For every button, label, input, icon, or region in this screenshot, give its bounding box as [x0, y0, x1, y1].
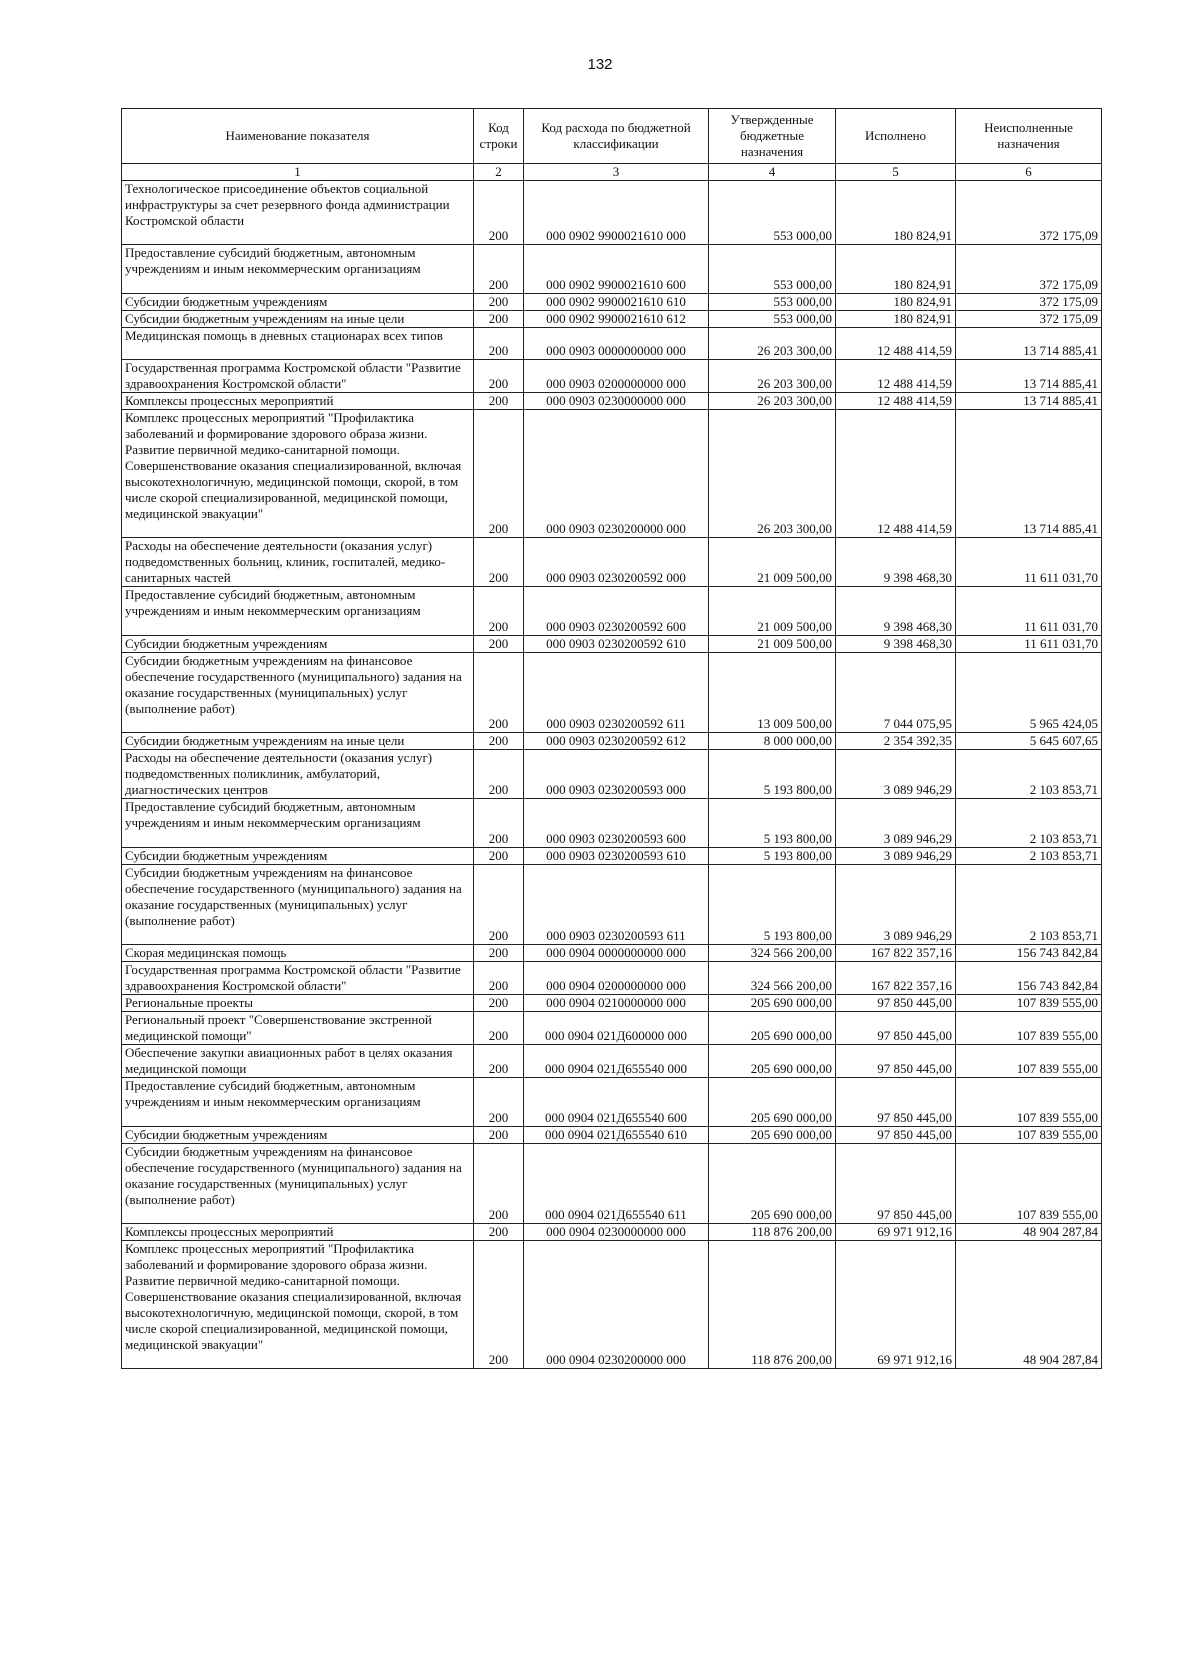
unexecuted-amount-cell: 2 103 853,71	[956, 865, 1102, 945]
table-row	[122, 1078, 1102, 1127]
table-row	[122, 636, 1102, 653]
executed-amount-cell: 3 089 946,29	[836, 750, 956, 799]
table-row	[122, 799, 1102, 848]
header-row-code: Код строки	[474, 109, 524, 164]
executed-amount-cell: 12 488 414,59	[836, 328, 956, 360]
unexecuted-amount-cell: 48 904 287,84	[956, 1224, 1102, 1241]
classification-code-cell: 000 0903 0230200593 611	[524, 865, 709, 945]
executed-amount-cell: 180 824,91	[836, 181, 956, 245]
row-code-cell: 200	[474, 181, 524, 245]
approved-amount-cell: 13 009 500,00	[709, 653, 836, 733]
table-row	[122, 733, 1102, 750]
table-row	[122, 1127, 1102, 1144]
table-row	[122, 328, 1102, 360]
header-indicator-name: Наименование показателя	[122, 109, 474, 164]
table-row	[122, 538, 1102, 587]
classification-code-cell: 000 0902 9900021610 000	[524, 181, 709, 245]
unexecuted-amount-cell: 11 611 031,70	[956, 587, 1102, 636]
classification-code-cell: 000 0904 0000000000 000	[524, 945, 709, 962]
table-row	[122, 750, 1102, 799]
classification-code-cell: 000 0903 0230200592 600	[524, 587, 709, 636]
unexecuted-amount-cell: 107 839 555,00	[956, 1127, 1102, 1144]
classification-code-cell: 000 0902 9900021610 612	[524, 311, 709, 328]
classification-code-cell: 000 0904 021Д655540 000	[524, 1045, 709, 1078]
executed-amount-cell: 12 488 414,59	[836, 393, 956, 410]
row-code-cell: 200	[474, 1078, 524, 1127]
indicator-name-cell: Государственная программа Костромской области "Развитие здравоохранения Костромской области"	[122, 360, 474, 393]
classification-code-cell: 000 0903 0230200000 000	[524, 410, 709, 538]
unexecuted-amount-cell: 13 714 885,41	[956, 410, 1102, 538]
header-row	[122, 109, 1102, 164]
indicator-name-cell: Субсидии бюджетным учреждениям на финансовое обеспечение государственного (муниципального) задания на оказание государственных (муниципальных) услуг (выполнение работ)	[122, 1144, 474, 1224]
approved-amount-cell: 26 203 300,00	[709, 328, 836, 360]
classification-code-cell: 000 0904 021Д655540 610	[524, 1127, 709, 1144]
row-code-cell: 200	[474, 865, 524, 945]
table-row	[122, 360, 1102, 393]
table-row	[122, 1012, 1102, 1045]
indicator-name-cell: Расходы на обеспечение деятельности (оказания услуг) подведомственных поликлиник, амбулаторий, диагностических центров	[122, 750, 474, 799]
approved-amount-cell: 205 690 000,00	[709, 1144, 836, 1224]
approved-amount-cell: 553 000,00	[709, 181, 836, 245]
approved-amount-cell: 205 690 000,00	[709, 1078, 836, 1127]
indicator-name-cell: Предоставление субсидий бюджетным, автономным учреждениям и иным некоммерческим организациям	[122, 799, 474, 848]
classification-code-cell: 000 0904 0230000000 000	[524, 1224, 709, 1241]
table-row	[122, 410, 1102, 538]
indicator-name-cell: Субсидии бюджетным учреждениям на иные цели	[122, 733, 474, 750]
indicator-name-cell: Предоставление субсидий бюджетным, автономным учреждениям и иным некоммерческим организациям	[122, 587, 474, 636]
table-row	[122, 962, 1102, 995]
unexecuted-amount-cell: 13 714 885,41	[956, 360, 1102, 393]
column-index: 6	[956, 164, 1102, 181]
approved-amount-cell: 26 203 300,00	[709, 360, 836, 393]
unexecuted-amount-cell: 156 743 842,84	[956, 945, 1102, 962]
column-index: 4	[709, 164, 836, 181]
unexecuted-amount-cell: 156 743 842,84	[956, 962, 1102, 995]
unexecuted-amount-cell: 372 175,09	[956, 181, 1102, 245]
classification-code-cell: 000 0904 0200000000 000	[524, 962, 709, 995]
classification-code-cell: 000 0903 0230200592 000	[524, 538, 709, 587]
column-index: 1	[122, 164, 474, 181]
unexecuted-amount-cell: 372 175,09	[956, 294, 1102, 311]
page-number: 132	[587, 56, 613, 73]
budget-execution-table	[121, 108, 1102, 1369]
row-code-cell: 200	[474, 311, 524, 328]
approved-amount-cell: 5 193 800,00	[709, 799, 836, 848]
indicator-name-cell: Комплекс процессных мероприятий "Профилактика заболеваний и формирование здорового образа жизни. Развитие первичной медико-санитарной помощи. Совершенствование оказания специализированной, включая высокотехнологичную, медицинской помощи, скорой, в том числе скорой специализированной, медицинской помощи, медицинской эвакуации"	[122, 1241, 474, 1369]
indicator-name-cell: Скорая медицинская помощь	[122, 945, 474, 962]
unexecuted-amount-cell: 107 839 555,00	[956, 1012, 1102, 1045]
approved-amount-cell: 553 000,00	[709, 294, 836, 311]
executed-amount-cell: 12 488 414,59	[836, 360, 956, 393]
indicator-name-cell: Региональные проекты	[122, 995, 474, 1012]
classification-code-cell: 000 0903 0230200593 600	[524, 799, 709, 848]
unexecuted-amount-cell: 2 103 853,71	[956, 799, 1102, 848]
executed-amount-cell: 97 850 445,00	[836, 1045, 956, 1078]
executed-amount-cell: 180 824,91	[836, 294, 956, 311]
unexecuted-amount-cell: 5 965 424,05	[956, 653, 1102, 733]
table-row	[122, 1224, 1102, 1241]
table-row	[122, 865, 1102, 945]
approved-amount-cell: 21 009 500,00	[709, 538, 836, 587]
approved-amount-cell: 118 876 200,00	[709, 1241, 836, 1369]
classification-code-cell: 000 0904 021Д655540 611	[524, 1144, 709, 1224]
executed-amount-cell: 3 089 946,29	[836, 865, 956, 945]
approved-amount-cell: 324 566 200,00	[709, 962, 836, 995]
approved-amount-cell: 21 009 500,00	[709, 636, 836, 653]
unexecuted-amount-cell: 107 839 555,00	[956, 1078, 1102, 1127]
executed-amount-cell: 97 850 445,00	[836, 1127, 956, 1144]
indicator-name-cell: Субсидии бюджетным учреждениям	[122, 294, 474, 311]
indicator-name-cell: Субсидии бюджетным учреждениям на иные цели	[122, 311, 474, 328]
classification-code-cell: 000 0902 9900021610 610	[524, 294, 709, 311]
approved-amount-cell: 205 690 000,00	[709, 1045, 836, 1078]
indicator-name-cell: Субсидии бюджетным учреждениям на финансовое обеспечение государственного (муниципального) задания на оказание государственных (муниципальных) услуг (выполнение работ)	[122, 865, 474, 945]
executed-amount-cell: 167 822 357,16	[836, 945, 956, 962]
classification-code-cell: 000 0903 0230200592 611	[524, 653, 709, 733]
unexecuted-amount-cell: 48 904 287,84	[956, 1241, 1102, 1369]
executed-amount-cell: 3 089 946,29	[836, 799, 956, 848]
table-row	[122, 1241, 1102, 1369]
unexecuted-amount-cell: 107 839 555,00	[956, 995, 1102, 1012]
unexecuted-amount-cell: 107 839 555,00	[956, 1045, 1102, 1078]
classification-code-cell: 000 0903 0200000000 000	[524, 360, 709, 393]
indicator-name-cell: Субсидии бюджетным учреждениям	[122, 636, 474, 653]
row-code-cell: 200	[474, 1045, 524, 1078]
unexecuted-amount-cell: 2 103 853,71	[956, 848, 1102, 865]
indicator-name-cell: Предоставление субсидий бюджетным, автономным учреждениям и иным некоммерческим организациям	[122, 245, 474, 294]
executed-amount-cell: 97 850 445,00	[836, 1078, 956, 1127]
approved-amount-cell: 8 000 000,00	[709, 733, 836, 750]
header-classification-code: Код расхода по бюджетной классификации	[524, 109, 709, 164]
table-body	[122, 181, 1102, 1369]
indicator-name-cell: Субсидии бюджетным учреждениям	[122, 1127, 474, 1144]
row-code-cell: 200	[474, 294, 524, 311]
header-unexecuted: Неисполненные назначения	[956, 109, 1102, 164]
executed-amount-cell: 7 044 075,95	[836, 653, 956, 733]
table-row	[122, 945, 1102, 962]
executed-amount-cell: 3 089 946,29	[836, 848, 956, 865]
table-row	[122, 1045, 1102, 1078]
column-index: 5	[836, 164, 956, 181]
row-code-cell: 200	[474, 1241, 524, 1369]
classification-code-cell: 000 0904 0230200000 000	[524, 1241, 709, 1369]
approved-amount-cell: 205 690 000,00	[709, 1012, 836, 1045]
executed-amount-cell: 9 398 468,30	[836, 538, 956, 587]
executed-amount-cell: 69 971 912,16	[836, 1224, 956, 1241]
table-row	[122, 848, 1102, 865]
approved-amount-cell: 26 203 300,00	[709, 410, 836, 538]
row-code-cell: 200	[474, 410, 524, 538]
executed-amount-cell: 97 850 445,00	[836, 1012, 956, 1045]
header-approved: Утвержденные бюджетные назначения	[709, 109, 836, 164]
row-code-cell: 200	[474, 750, 524, 799]
column-index: 2	[474, 164, 524, 181]
approved-amount-cell: 5 193 800,00	[709, 865, 836, 945]
row-code-cell: 200	[474, 653, 524, 733]
indicator-name-cell: Комплексы процессных мероприятий	[122, 393, 474, 410]
classification-code-cell: 000 0904 021Д600000 000	[524, 1012, 709, 1045]
approved-amount-cell: 553 000,00	[709, 245, 836, 294]
table-row	[122, 587, 1102, 636]
header-executed: Исполнено	[836, 109, 956, 164]
row-code-cell: 200	[474, 1224, 524, 1241]
unexecuted-amount-cell: 372 175,09	[956, 311, 1102, 328]
column-index: 3	[524, 164, 709, 181]
executed-amount-cell: 97 850 445,00	[836, 995, 956, 1012]
row-code-cell: 200	[474, 328, 524, 360]
indicator-name-cell: Субсидии бюджетным учреждениям на финансовое обеспечение государственного (муниципального) задания на оказание государственных (муниципальных) услуг (выполнение работ)	[122, 653, 474, 733]
table-row	[122, 1144, 1102, 1224]
indicator-name-cell: Предоставление субсидий бюджетным, автономным учреждениям и иным некоммерческим организациям	[122, 1078, 474, 1127]
executed-amount-cell: 12 488 414,59	[836, 410, 956, 538]
unexecuted-amount-cell: 13 714 885,41	[956, 328, 1102, 360]
executed-amount-cell: 180 824,91	[836, 245, 956, 294]
unexecuted-amount-cell: 11 611 031,70	[956, 636, 1102, 653]
indicator-name-cell: Обеспечение закупки авиационных работ в целях оказания медицинской помощи	[122, 1045, 474, 1078]
table-row	[122, 181, 1102, 245]
table-row	[122, 393, 1102, 410]
executed-amount-cell: 9 398 468,30	[836, 587, 956, 636]
indicator-name-cell: Медицинская помощь в дневных стационарах всех типов	[122, 328, 474, 360]
row-code-cell: 200	[474, 245, 524, 294]
table-row	[122, 245, 1102, 294]
executed-amount-cell: 2 354 392,35	[836, 733, 956, 750]
indicator-name-cell: Комплекс процессных мероприятий "Профилактика заболеваний и формирование здорового образа жизни. Развитие первичной медико-санитарной помощи. Совершенствование оказания специализированной, включая высокотехнологичную, медицинской помощи, скорой, в том числе скорой специализированной, медицинской помощи, медицинской эвакуации"	[122, 410, 474, 538]
approved-amount-cell: 205 690 000,00	[709, 995, 836, 1012]
executed-amount-cell: 180 824,91	[836, 311, 956, 328]
row-code-cell: 200	[474, 636, 524, 653]
classification-code-cell: 000 0903 0230200592 612	[524, 733, 709, 750]
approved-amount-cell: 5 193 800,00	[709, 750, 836, 799]
approved-amount-cell: 26 203 300,00	[709, 393, 836, 410]
row-code-cell: 200	[474, 1144, 524, 1224]
row-code-cell: 200	[474, 360, 524, 393]
row-code-cell: 200	[474, 393, 524, 410]
approved-amount-cell: 5 193 800,00	[709, 848, 836, 865]
row-code-cell: 200	[474, 733, 524, 750]
approved-amount-cell: 205 690 000,00	[709, 1127, 836, 1144]
table-row	[122, 311, 1102, 328]
classification-code-cell: 000 0903 0230200593 000	[524, 750, 709, 799]
row-code-cell: 200	[474, 1127, 524, 1144]
executed-amount-cell: 167 822 357,16	[836, 962, 956, 995]
classification-code-cell: 000 0903 0230200592 610	[524, 636, 709, 653]
unexecuted-amount-cell: 13 714 885,41	[956, 393, 1102, 410]
row-code-cell: 200	[474, 799, 524, 848]
executed-amount-cell: 97 850 445,00	[836, 1144, 956, 1224]
indicator-name-cell: Региональный проект "Совершенствование экстренной медицинской помощи"	[122, 1012, 474, 1045]
approved-amount-cell: 118 876 200,00	[709, 1224, 836, 1241]
unexecuted-amount-cell: 5 645 607,65	[956, 733, 1102, 750]
unexecuted-amount-cell: 107 839 555,00	[956, 1144, 1102, 1224]
approved-amount-cell: 553 000,00	[709, 311, 836, 328]
classification-code-cell: 000 0902 9900021610 600	[524, 245, 709, 294]
unexecuted-amount-cell: 372 175,09	[956, 245, 1102, 294]
approved-amount-cell: 324 566 200,00	[709, 945, 836, 962]
indicator-name-cell: Расходы на обеспечение деятельности (оказания услуг) подведомственных больниц, клиник, госпиталей, медико-санитарных частей	[122, 538, 474, 587]
classification-code-cell: 000 0903 0230200593 610	[524, 848, 709, 865]
row-code-cell: 200	[474, 945, 524, 962]
executed-amount-cell: 69 971 912,16	[836, 1241, 956, 1369]
table-row	[122, 653, 1102, 733]
table-row	[122, 294, 1102, 311]
unexecuted-amount-cell: 2 103 853,71	[956, 750, 1102, 799]
classification-code-cell: 000 0903 0230000000 000	[524, 393, 709, 410]
classification-code-cell: 000 0903 0000000000 000	[524, 328, 709, 360]
approved-amount-cell: 21 009 500,00	[709, 587, 836, 636]
indicator-name-cell: Технологическое присоединение объектов социальной инфраструктуры за счет резервного фонда администрации Костромской области	[122, 181, 474, 245]
indicator-name-cell: Комплексы процессных мероприятий	[122, 1224, 474, 1241]
table-row	[122, 995, 1102, 1012]
column-index-row	[122, 164, 1102, 181]
row-code-cell: 200	[474, 848, 524, 865]
indicator-name-cell: Субсидии бюджетным учреждениям	[122, 848, 474, 865]
executed-amount-cell: 9 398 468,30	[836, 636, 956, 653]
row-code-cell: 200	[474, 587, 524, 636]
row-code-cell: 200	[474, 1012, 524, 1045]
classification-code-cell: 000 0904 021Д655540 600	[524, 1078, 709, 1127]
row-code-cell: 200	[474, 538, 524, 587]
row-code-cell: 200	[474, 962, 524, 995]
indicator-name-cell: Государственная программа Костромской области "Развитие здравоохранения Костромской области"	[122, 962, 474, 995]
row-code-cell: 200	[474, 995, 524, 1012]
classification-code-cell: 000 0904 0210000000 000	[524, 995, 709, 1012]
unexecuted-amount-cell: 11 611 031,70	[956, 538, 1102, 587]
